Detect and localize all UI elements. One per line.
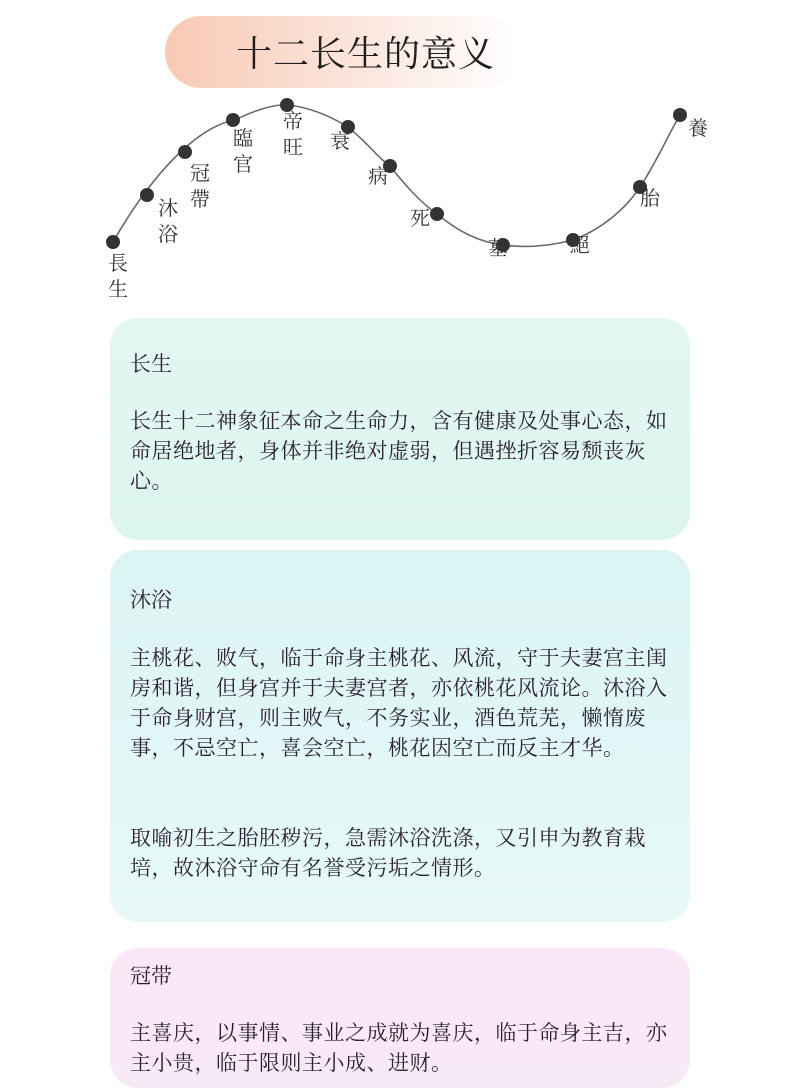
- stage-label: 帝: [283, 109, 303, 133]
- stage-label: 臨: [233, 126, 253, 150]
- stage-dot: [106, 235, 120, 249]
- stage-label: 生: [108, 277, 128, 301]
- stage-label: 胎: [640, 186, 660, 210]
- stage-dot: [226, 113, 240, 127]
- stage-dot: [673, 108, 687, 122]
- stage-label: 絕: [570, 233, 590, 257]
- page-title: 十二长生的意义: [236, 34, 496, 75]
- card-heading: 冠带: [130, 964, 172, 988]
- card-guandai: [110, 948, 690, 1088]
- stage-dot: [430, 207, 444, 221]
- card-heading: 长生: [130, 352, 172, 376]
- stage-label: 病: [368, 164, 388, 188]
- life-cycle-diagram: [0, 90, 800, 315]
- card-paragraph: 取喻初生之胎胚秽污，急需沐浴洗涤，又引申为教育栽培，故沐浴守命有名誉受污垢之情形。: [130, 826, 646, 880]
- stage-label: 官: [233, 152, 253, 176]
- stage-label: 養: [688, 116, 708, 140]
- card-heading: 沐浴: [130, 588, 172, 612]
- card-paragraph: 主桃花、败气，临于命身主桃花、风流，守于夫妻宫主闺房和谐，但身宫并于夫妻宫者，亦依桃花风流论。沐浴入于命身财宫，则主败气，不务实业，酒色荒芜，懒惰废事，不忌空亡，喜会空亡，桃花因空亡而反主才华。: [130, 646, 668, 760]
- stage-label: 帶: [190, 187, 210, 211]
- stage-label: 旺: [283, 135, 303, 159]
- stage-label: 冠: [190, 161, 210, 185]
- card-paragraph: 长生十二神象征本命之生命力，含有健康及处事心态，如命居绝地者，身体并非绝对虚弱，但遇挫折容易颓丧灰心。: [130, 409, 668, 493]
- stage-dot: [178, 145, 192, 159]
- card-changsheng: [110, 318, 690, 540]
- stage-dot: [140, 188, 154, 202]
- stage-label: 墓: [488, 236, 508, 260]
- stage-label: 衰: [330, 129, 350, 153]
- stage-label: 浴: [158, 222, 178, 246]
- stage-label: 死: [410, 206, 430, 230]
- stage-label: 長: [108, 251, 128, 275]
- stage-label: 沐: [158, 196, 178, 220]
- card-muyu: [110, 550, 690, 922]
- card-paragraph: 主喜庆，以事情、事业之成就为喜庆，临于命身主吉，亦主小贵，临于限则主小成、进财。: [130, 1021, 668, 1075]
